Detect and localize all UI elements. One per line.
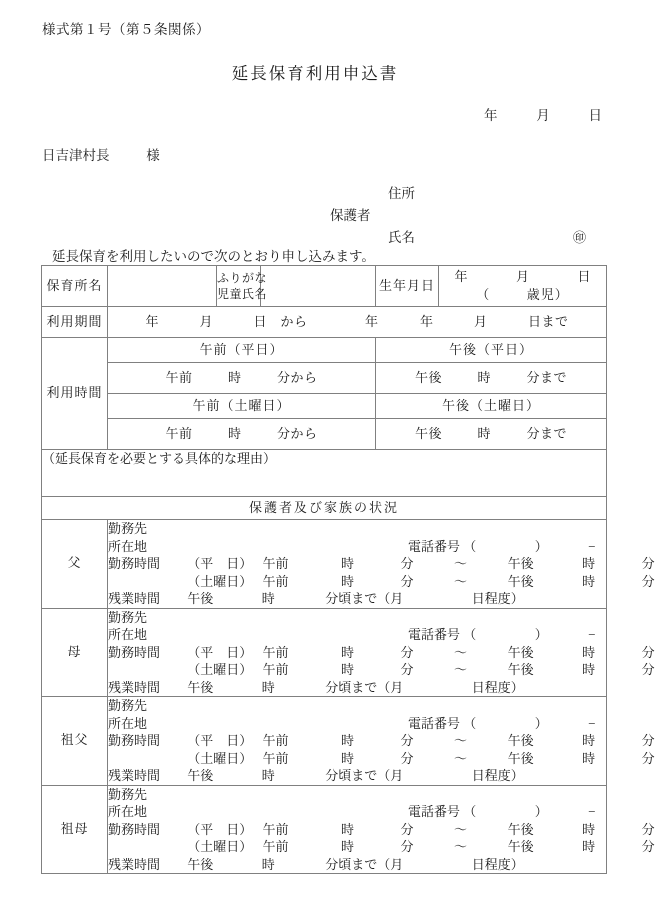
weekday-start-hour: 時 xyxy=(341,644,355,660)
saturday-start-minute: 分 xyxy=(400,839,414,854)
location-line xyxy=(108,715,606,733)
worktime-weekday-line xyxy=(108,821,655,839)
usage-time-label: 利用時間 xyxy=(46,385,103,401)
weekday-tilde: 〜 xyxy=(454,821,468,837)
table-row-family-section-header xyxy=(42,497,607,520)
overtime-days: 日程度） xyxy=(471,856,524,872)
weekday-am-input-cell[interactable] xyxy=(108,363,376,394)
telephone-dash: − xyxy=(588,804,596,819)
weekday-end-hour: 時 xyxy=(582,644,596,660)
addressee-honorific: 様 xyxy=(146,148,160,163)
guardian-name-label: 氏名 xyxy=(388,230,415,245)
weekday-am-minute-from: 分から xyxy=(277,369,318,385)
table-row-family-grandfather xyxy=(42,697,607,786)
weekday-end-minute: 分 xyxy=(641,821,655,837)
saturday-am-minute-from: 分から xyxy=(277,425,318,441)
workplace-line xyxy=(108,609,606,627)
saturday-am-input-cell[interactable] xyxy=(108,419,376,450)
weekday-end-minute: 分 xyxy=(641,733,655,748)
location-line xyxy=(108,538,606,556)
document-title: 延長保育利用申込書 xyxy=(231,64,399,83)
saturday-paren-label: （土曜日） xyxy=(187,662,253,677)
overtime-hour: 時 xyxy=(261,856,275,872)
saturday-start-hour: 時 xyxy=(341,839,355,854)
saturday-end-hour: 時 xyxy=(582,662,596,677)
family-section-title: 保護者及び家族の状況 xyxy=(248,499,399,515)
guardian-address-label: 住所 xyxy=(388,186,415,201)
saturday-pm-minute-to: 分まで xyxy=(526,425,568,441)
guardian-address-row xyxy=(330,183,610,205)
location-label: 所在地 xyxy=(108,804,148,819)
worktime-saturday-line xyxy=(108,750,655,768)
usage-period-label-cell xyxy=(42,307,108,338)
reason-input-cell[interactable] xyxy=(42,450,607,497)
saturday-am-label: 午前 xyxy=(262,662,289,677)
telephone-dash: − xyxy=(588,538,596,554)
weekday-pm-label: 午後 xyxy=(507,821,534,837)
overtime-pm-label: 午後 xyxy=(187,768,214,783)
workplace-label: 勤務先 xyxy=(108,609,148,625)
family-detail-father[interactable] xyxy=(108,520,655,609)
saturday-am-hour: 時 xyxy=(227,425,242,441)
usage-period-label: 利用期間 xyxy=(46,313,103,329)
overtime-tail: 分頃まで（月 xyxy=(325,768,404,783)
overtime-days: 日程度） xyxy=(471,768,524,783)
addressee-name: 日吉津村長 xyxy=(42,148,110,163)
table-row-weekday-times xyxy=(42,363,607,394)
telephone-paren-open: （ xyxy=(463,538,477,554)
worktime-label: 勤務時間 xyxy=(108,733,161,748)
weekday-pm-input-cell[interactable] xyxy=(376,363,607,394)
usage-time-label-cell xyxy=(42,338,108,450)
overtime-tail: 分頃まで（月 xyxy=(325,856,404,872)
saturday-tilde: 〜 xyxy=(454,662,468,677)
workplace-label: 勤務先 xyxy=(108,786,148,802)
weekday-pm-minute-to: 分まで xyxy=(526,369,568,385)
birth-year-label: 年 xyxy=(454,268,468,284)
overtime-pm-label: 午後 xyxy=(187,679,214,695)
overtime-hour: 時 xyxy=(261,679,275,695)
nursery-name-label: 保育所名 xyxy=(46,277,103,293)
telephone-label: 電話番号 xyxy=(408,627,461,642)
overtime-days: 日程度） xyxy=(471,679,524,695)
saturday-start-minute: 分 xyxy=(400,573,414,589)
saturday-am-head-cell xyxy=(108,394,376,419)
nursery-name-input-cell[interactable] xyxy=(108,266,217,307)
telephone-group xyxy=(408,715,596,733)
weekday-am-label: 午前 xyxy=(262,821,289,837)
table-row-saturday-heads xyxy=(42,394,607,419)
worktime-weekday-line xyxy=(108,732,655,750)
intro-statement: 延長保育を利用したいので次のとおり申し込みます。 xyxy=(52,249,375,264)
telephone-label: 電話番号 xyxy=(408,715,461,731)
overtime-tail: 分頃まで（月 xyxy=(325,679,404,695)
saturday-paren-label: （土曜日） xyxy=(187,573,253,589)
birth-day-label: 日 xyxy=(577,268,591,284)
worktime-label: 勤務時間 xyxy=(108,644,161,660)
saturday-pm-head: 午後（土曜日） xyxy=(441,397,540,413)
overtime-label: 残業時間 xyxy=(108,856,161,872)
weekday-am-label: 午前 xyxy=(262,644,289,660)
table-row-usage-period xyxy=(42,307,607,338)
telephone-paren-open: （ xyxy=(463,804,477,819)
weekday-start-minute: 分 xyxy=(400,644,414,660)
overtime-line xyxy=(108,679,606,697)
family-detail-grandfather[interactable] xyxy=(108,697,655,786)
telephone-paren-open: （ xyxy=(463,715,477,731)
table-row-saturday-times xyxy=(42,419,607,450)
telephone-label: 電話番号 xyxy=(408,804,461,819)
saturday-start-minute: 分 xyxy=(400,750,414,766)
overtime-line xyxy=(108,590,606,608)
saturday-am-label: 午前 xyxy=(262,573,289,589)
weekday-start-hour: 時 xyxy=(341,556,355,571)
table-row-family-mother xyxy=(42,608,607,697)
period-to-year-duplicate: 年 xyxy=(364,313,379,329)
weekday-tilde: 〜 xyxy=(454,556,468,571)
location-line xyxy=(108,626,606,644)
worktime-saturday-line xyxy=(108,573,655,591)
period-from-label: 年 月 日 から xyxy=(145,313,308,329)
telephone-label: 電話番号 xyxy=(408,538,461,554)
weekday-start-minute: 分 xyxy=(400,733,414,748)
overtime-label: 残業時間 xyxy=(108,591,161,606)
weekday-start-minute: 分 xyxy=(400,556,414,571)
telephone-paren-close: ） xyxy=(534,627,548,642)
nursery-name-label-cell xyxy=(42,266,108,307)
saturday-am-prefix: 午前 xyxy=(165,425,193,441)
weekday-pm-prefix: 午後 xyxy=(414,369,442,385)
weekday-pm-head-cell xyxy=(376,338,607,363)
guardian-group-label: 保護者 xyxy=(330,208,371,223)
family-label-mother: 母 xyxy=(42,608,108,697)
workplace-label: 勤務先 xyxy=(108,698,148,713)
weekday-pm-label: 午後 xyxy=(507,556,534,571)
overtime-line xyxy=(108,856,606,874)
location-label: 所在地 xyxy=(108,627,148,642)
telephone-group xyxy=(408,538,596,556)
guardian-block xyxy=(330,183,610,249)
telephone-group xyxy=(408,803,596,821)
family-detail-grandmother[interactable] xyxy=(108,785,655,874)
form-code: 様式第１号（第５条関係） xyxy=(42,22,210,37)
saturday-start-hour: 時 xyxy=(341,573,355,589)
telephone-dash: − xyxy=(588,715,596,731)
overtime-hour: 時 xyxy=(261,591,275,606)
saturday-pm-label: 午後 xyxy=(507,662,534,677)
saturday-pm-label: 午後 xyxy=(507,839,534,854)
age-paren-open: （ xyxy=(476,287,491,302)
date-day-label: 日 xyxy=(588,108,602,123)
saturday-tilde: 〜 xyxy=(454,750,468,766)
table-row-weekday-heads xyxy=(42,338,607,363)
weekday-am-hour: 時 xyxy=(227,369,242,385)
weekday-pm-hour: 時 xyxy=(477,369,491,385)
telephone-paren-close: ） xyxy=(534,715,548,731)
weekday-am-label: 午前 xyxy=(262,556,289,571)
weekday-end-hour: 時 xyxy=(582,556,596,571)
weekday-start-hour: 時 xyxy=(341,821,355,837)
weekday-start-hour: 時 xyxy=(341,733,355,748)
family-label-grandmother: 祖母 xyxy=(42,785,108,874)
saturday-end-minute: 分 xyxy=(641,839,655,854)
saturday-end-minute: 分 xyxy=(641,750,655,766)
telephone-paren-open: （ xyxy=(463,627,477,642)
addressee-line xyxy=(42,144,160,164)
saturday-pm-label: 午後 xyxy=(507,573,534,589)
family-section-title-cell xyxy=(42,497,607,520)
table-row-family-father xyxy=(42,520,607,609)
saturday-am-label: 午前 xyxy=(262,839,289,854)
submission-date-line xyxy=(484,104,602,124)
child-name-input-cell[interactable] xyxy=(261,266,376,307)
saturday-tilde: 〜 xyxy=(454,573,468,589)
date-month-label: 月 xyxy=(536,108,550,123)
weekday-end-minute: 分 xyxy=(641,644,655,660)
weekday-am-head-cell xyxy=(108,338,376,363)
family-label-grandfather: 祖父 xyxy=(42,697,108,786)
weekday-end-hour: 時 xyxy=(582,733,596,748)
date-year-label: 年 xyxy=(484,108,498,123)
worktime-saturday-line xyxy=(108,661,655,679)
overtime-pm-label: 午後 xyxy=(187,591,214,606)
period-to-label: 年 月 日まで xyxy=(420,313,569,329)
worktime-label: 勤務時間 xyxy=(108,556,161,571)
birth-month-label: 月 xyxy=(515,268,529,284)
saturday-pm-label: 午後 xyxy=(507,750,534,766)
saturday-pm-head-cell xyxy=(376,394,607,419)
overtime-label: 残業時間 xyxy=(108,679,161,695)
saturday-start-minute: 分 xyxy=(400,662,414,677)
saturday-am-label: 午前 xyxy=(262,750,289,766)
worktime-saturday-line xyxy=(108,838,655,856)
weekday-paren-label: （平 日） xyxy=(187,821,253,837)
saturday-paren-label: （土曜日） xyxy=(187,839,253,854)
birthdate-label: 生年月日 xyxy=(378,277,435,293)
worktime-weekday-line xyxy=(108,555,655,573)
reason-label: （延長保育を必要とする具体的な理由） xyxy=(42,451,277,466)
location-line xyxy=(108,803,606,821)
overtime-label: 残業時間 xyxy=(108,768,161,783)
weekday-am-prefix: 午前 xyxy=(165,369,193,385)
birthdate-label-cell xyxy=(376,266,439,307)
workplace-label: 勤務先 xyxy=(108,521,148,536)
saturday-paren-label: （土曜日） xyxy=(187,750,253,766)
telephone-paren-close: ） xyxy=(534,538,548,554)
saturday-end-hour: 時 xyxy=(582,573,596,589)
child-name-label: 児童氏名 xyxy=(217,287,268,301)
saturday-start-hour: 時 xyxy=(341,662,355,677)
overtime-hour: 時 xyxy=(261,768,275,783)
weekday-pm-head: 午後（平日） xyxy=(448,341,533,357)
family-detail-mother[interactable] xyxy=(108,608,655,697)
overtime-days: 日程度） xyxy=(471,591,524,606)
weekday-pm-label: 午後 xyxy=(507,644,534,660)
usage-period-input-cell[interactable] xyxy=(108,307,607,338)
weekday-am-label: 午前 xyxy=(262,733,289,748)
saturday-start-hour: 時 xyxy=(341,750,355,766)
weekday-tilde: 〜 xyxy=(454,644,468,660)
weekday-pm-label: 午後 xyxy=(507,733,534,748)
worktime-weekday-line xyxy=(108,644,655,662)
overtime-line xyxy=(108,767,606,785)
saturday-end-minute: 分 xyxy=(641,662,655,677)
location-label: 所在地 xyxy=(108,715,148,731)
weekday-start-minute: 分 xyxy=(400,821,414,837)
guardian-group-row xyxy=(330,205,610,227)
location-label: 所在地 xyxy=(108,538,148,554)
overtime-tail: 分頃まで（月 xyxy=(325,591,404,606)
saturday-end-hour: 時 xyxy=(582,839,596,854)
weekday-am-head: 午前（平日） xyxy=(199,341,284,357)
weekday-paren-label: （平 日） xyxy=(187,644,253,660)
saturday-pm-prefix: 午後 xyxy=(414,425,442,441)
weekday-end-hour: 時 xyxy=(582,821,596,837)
furigana-label: ふりがな xyxy=(217,270,268,285)
weekday-paren-label: （平 日） xyxy=(187,733,253,748)
saturday-am-head: 午前（土曜日） xyxy=(192,397,291,413)
saturday-end-hour: 時 xyxy=(582,750,596,766)
birthdate-input-cell[interactable] xyxy=(439,266,607,307)
telephone-paren-close: ） xyxy=(534,804,548,819)
table-row-reason xyxy=(42,450,607,497)
child-name-label-cell xyxy=(217,266,268,307)
table-row-child-info xyxy=(42,266,607,307)
saturday-tilde: 〜 xyxy=(454,839,468,854)
telephone-group xyxy=(408,626,596,644)
saturday-end-minute: 分 xyxy=(641,573,655,589)
table-row-family-grandmother xyxy=(42,785,607,874)
seal-icon: ㊞ xyxy=(573,230,587,245)
application-table xyxy=(41,265,655,874)
workplace-line xyxy=(108,520,606,538)
family-label-father: 父 xyxy=(42,520,108,609)
weekday-tilde: 〜 xyxy=(454,733,468,748)
telephone-dash: − xyxy=(588,627,596,642)
weekday-paren-label: （平 日） xyxy=(187,556,253,571)
worktime-label: 勤務時間 xyxy=(108,821,161,837)
workplace-line xyxy=(108,697,606,715)
weekday-end-minute: 分 xyxy=(641,556,655,571)
overtime-pm-label: 午後 xyxy=(187,856,214,872)
saturday-pm-hour: 時 xyxy=(477,425,491,441)
workplace-line xyxy=(108,786,606,804)
saturday-pm-input-cell[interactable] xyxy=(376,419,607,450)
age-unit-label: 歳児） xyxy=(526,287,569,302)
